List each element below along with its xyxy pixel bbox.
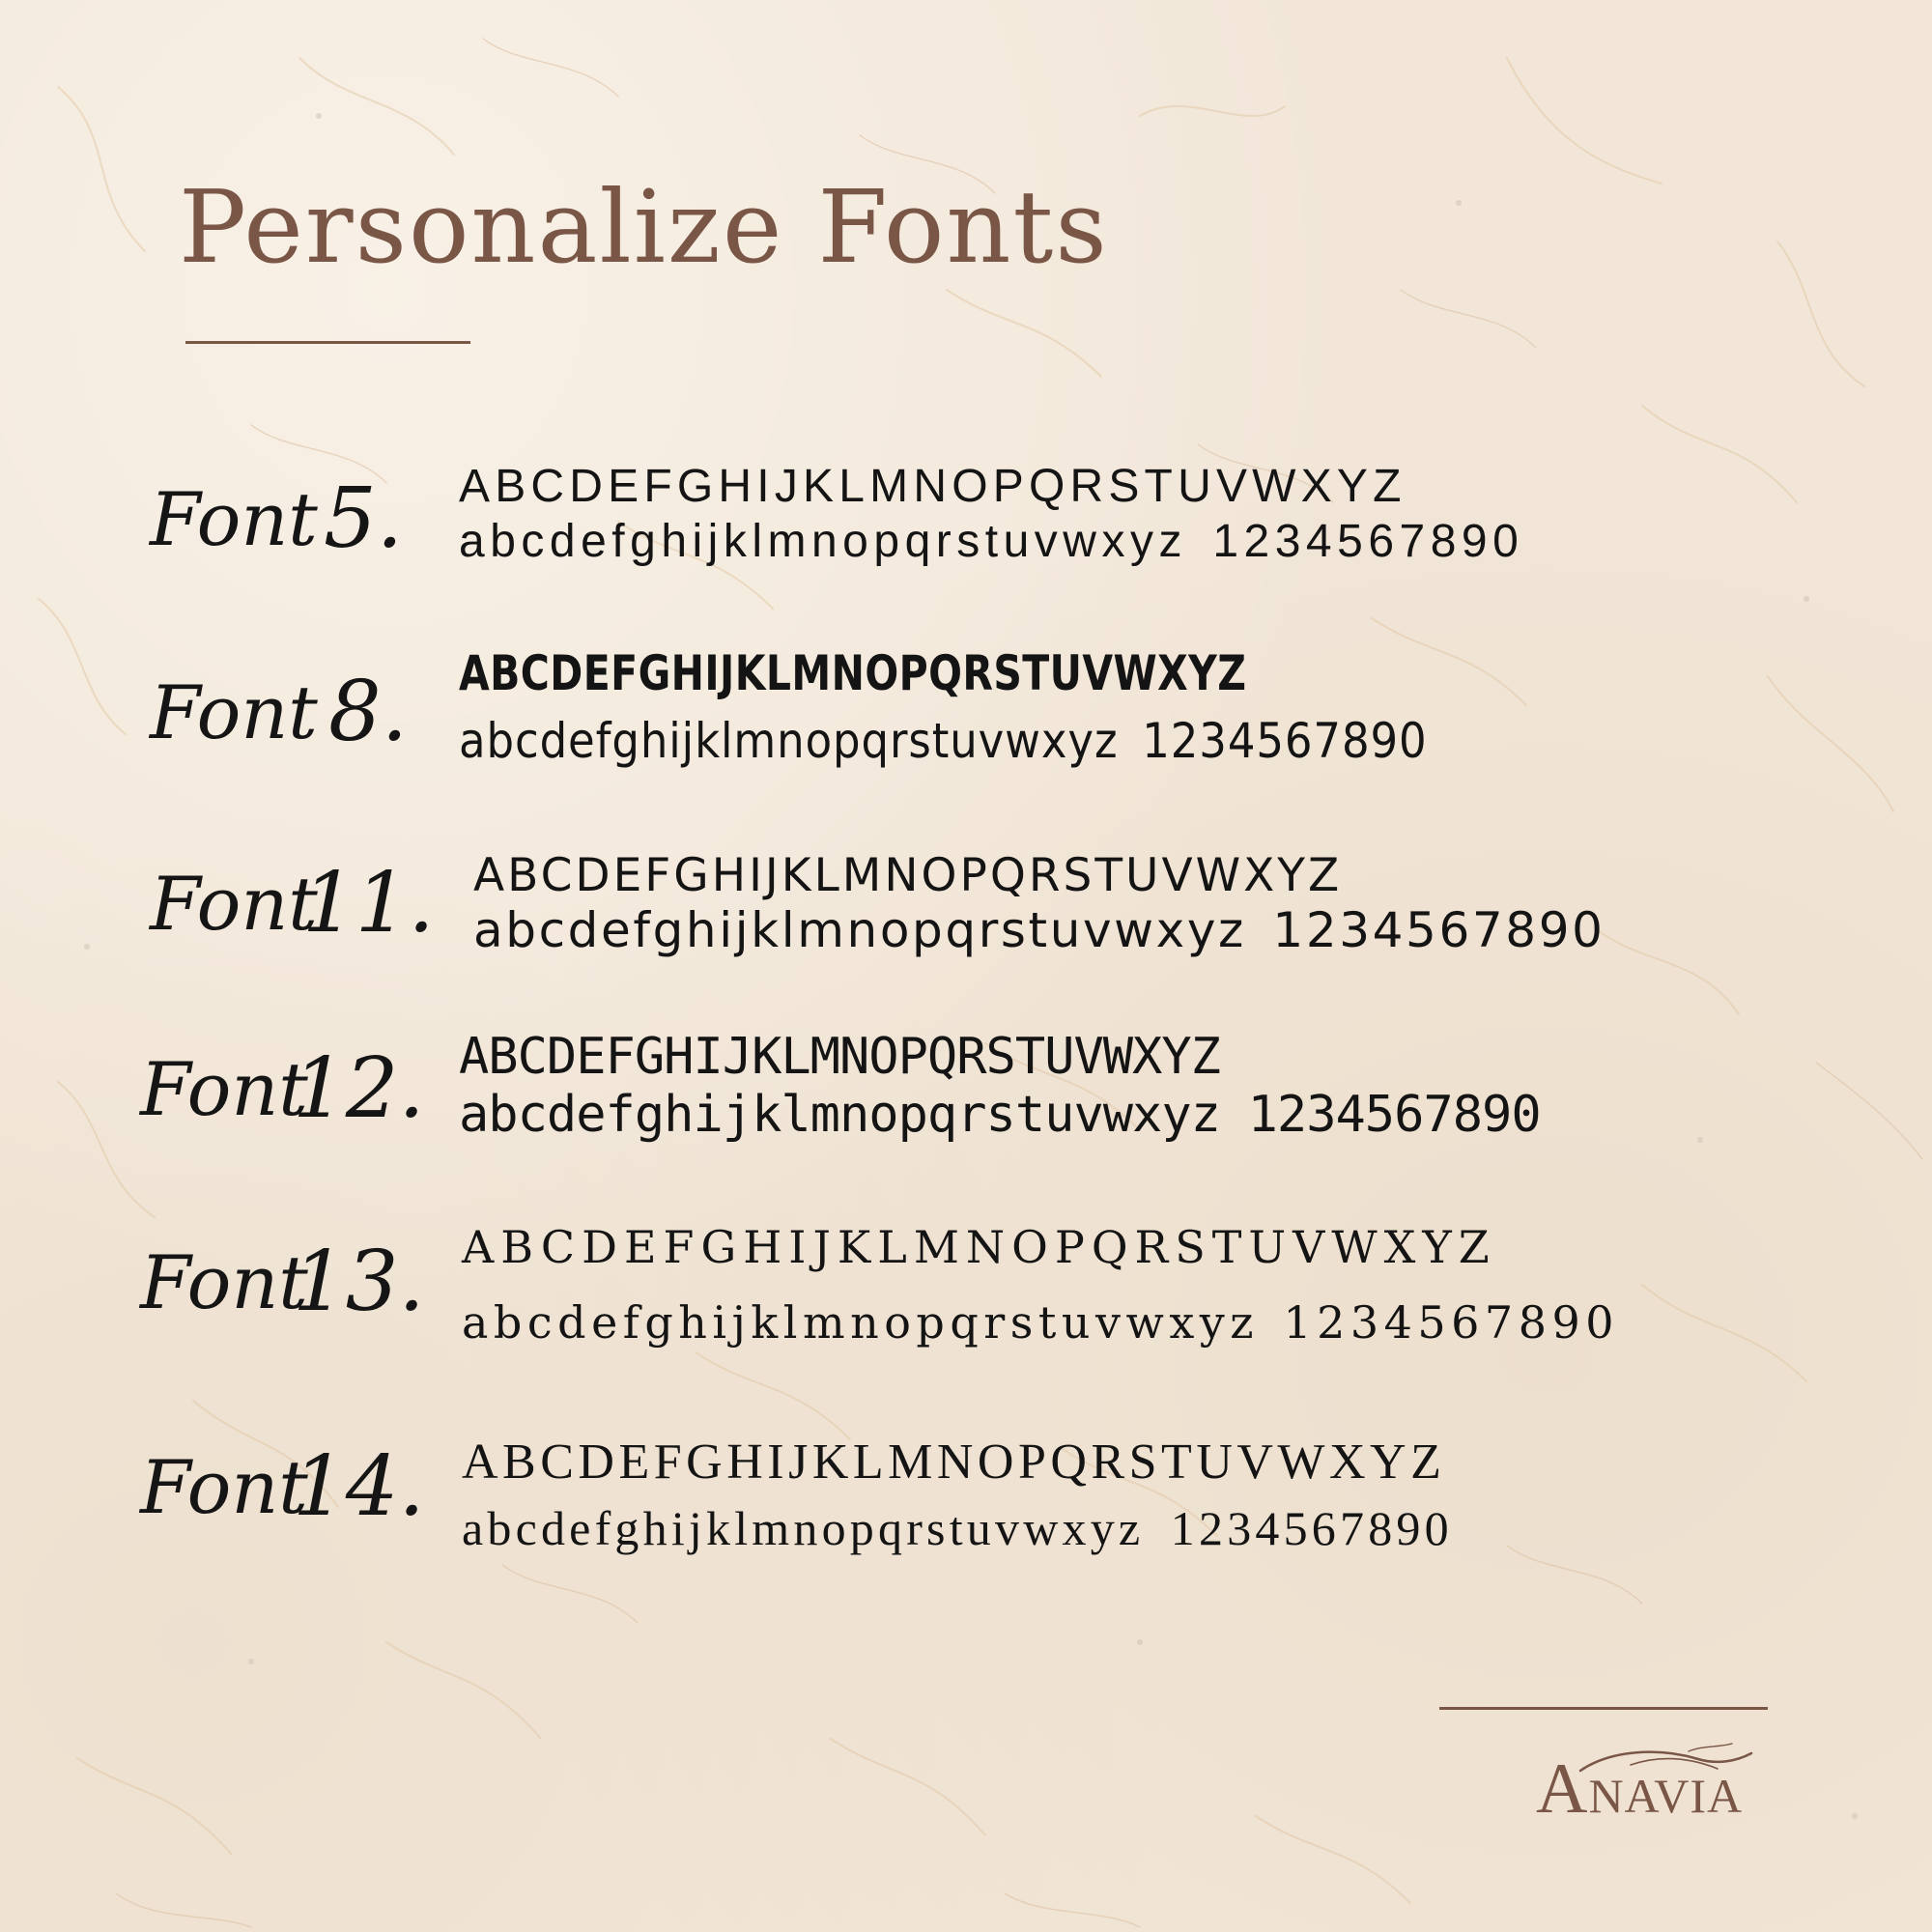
lowercase-letters: abcdefghijklmnopqrstuvwxyz: [462, 1501, 1145, 1555]
lowercase-letters: abcdefghijklmnopqrstuvwxyz: [459, 516, 1187, 567]
uppercase-sample: ABCDEFGHIJKLMNOPQRSTUVWXYZ: [473, 849, 1343, 902]
font-label: Font: [140, 1046, 308, 1132]
lowercase-sample: [459, 516, 1524, 567]
uppercase-sample: ABCDEFGHIJKLMNOPQRSTUVWXYZ: [462, 1221, 1496, 1273]
font-number: 8.: [328, 664, 409, 760]
font-label: Font: [140, 1444, 308, 1530]
font-label: Font: [140, 1239, 308, 1325]
digits-sample: 1234567890: [1212, 516, 1524, 567]
font-number: 13.: [293, 1234, 425, 1330]
digits-sample: 1234567890: [1283, 1296, 1619, 1349]
font-number: 11.: [302, 855, 435, 952]
digits-sample: 1234567890: [1142, 713, 1428, 769]
digits-sample: 1234567890: [1272, 902, 1605, 958]
lowercase-letters: abcdefghijklmnopqrstuvwxyz: [459, 1086, 1220, 1144]
font-label: Font: [150, 669, 318, 755]
lowercase-sample: [462, 1296, 1619, 1349]
brand-logo: [1536, 1734, 1777, 1831]
page-title: Personalize Fonts: [179, 168, 1109, 286]
brand-name: [1536, 1749, 1744, 1829]
lowercase-letters: abcdefghijklmnopqrstuvwxyz: [459, 713, 1119, 769]
brand-divider: [1439, 1707, 1768, 1710]
font-label: Font: [150, 861, 318, 947]
lowercase-sample: [462, 1501, 1453, 1555]
font-number: 14.: [293, 1438, 425, 1535]
uppercase-sample: ABCDEFGHIJKLMNOPQRSTUVWXYZ: [462, 1435, 1446, 1490]
brand-name-rest: NAVIA: [1588, 1769, 1744, 1823]
title-underline: [185, 341, 470, 344]
lowercase-sample: [459, 1086, 1541, 1144]
font-number: 5.: [324, 470, 404, 567]
font-number: 12.: [293, 1040, 425, 1137]
uppercase-sample: ABCDEFGHIJKLMNOPQRSTUVWXYZ: [459, 1028, 1220, 1086]
digits-sample: 1234567890: [1247, 1086, 1541, 1144]
brand-initial: A: [1536, 1749, 1589, 1829]
uppercase-sample: ABCDEFGHIJKLMNOPQRSTUVWXYZ: [459, 461, 1406, 512]
lowercase-letters: abcdefghijklmnopqrstuvwxyz: [462, 1296, 1260, 1349]
lowercase-letters: abcdefghijklmnopqrstuvwxyz: [473, 902, 1246, 958]
uppercase-sample: ABCDEFGHIJKLMNOPQRSTUVWXYZ: [459, 645, 1247, 701]
digits-sample: 1234567890: [1170, 1501, 1453, 1555]
lowercase-sample: [473, 902, 1605, 958]
font-label: Font: [150, 476, 318, 562]
lowercase-sample: [459, 713, 1428, 769]
